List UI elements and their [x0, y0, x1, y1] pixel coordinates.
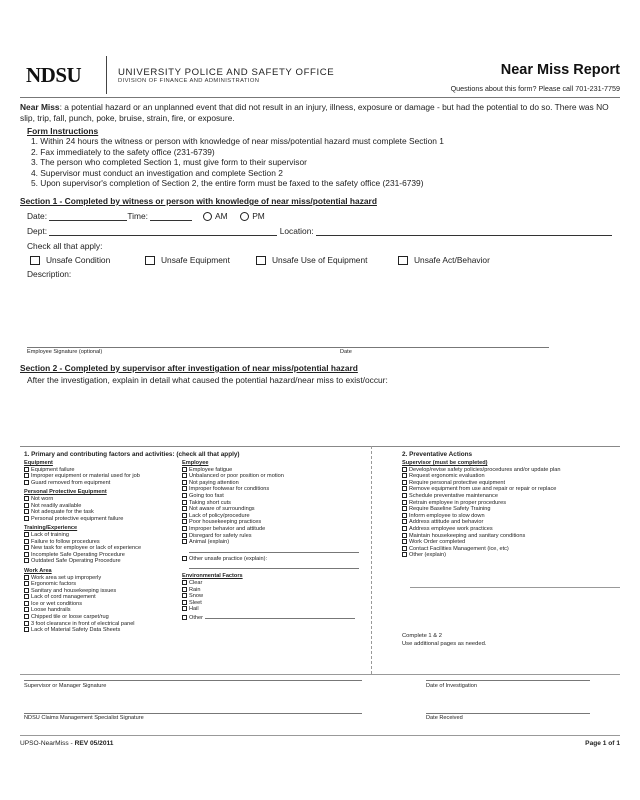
description-label: Description: [27, 269, 72, 279]
env-label: Rain [189, 586, 201, 593]
factor-item[interactable] [182, 500, 362, 507]
checkbox[interactable] [402, 473, 407, 478]
checkbox[interactable] [145, 256, 155, 265]
factor-item[interactable] [24, 473, 180, 480]
dept-row [27, 226, 612, 236]
factor-item[interactable] [182, 526, 362, 533]
checkbox[interactable] [24, 509, 29, 514]
footer-form-id [20, 740, 113, 747]
factor-label: Outdated Safe Operating Procedure [31, 558, 121, 565]
checkbox[interactable] [182, 587, 187, 592]
checkbox[interactable] [402, 552, 407, 557]
checkbox[interactable] [182, 600, 187, 605]
factor-label: Not readily available [31, 502, 82, 509]
factor-item[interactable] [24, 532, 180, 539]
checkbox[interactable] [182, 615, 187, 620]
factor-label: Taking short cuts [189, 499, 231, 506]
date-investigation-label: Date of Investigation [426, 683, 477, 689]
checkbox[interactable] [402, 493, 407, 498]
description-area[interactable] [27, 282, 620, 344]
factor-item[interactable] [24, 496, 180, 503]
definition-text: : a potential hazard or an unplanned event that did not result in an injury, illness, exposure or damage - but had the potential to do so. There was NO slip, trip, fall, punch, poke, bruise, strain, fire, or exposure. [20, 102, 609, 123]
factor-label: Unbalanced or poor position or motion [189, 473, 284, 480]
factor-item[interactable] [24, 581, 180, 588]
dept-field[interactable] [49, 226, 277, 236]
env-label: Snow [189, 593, 203, 600]
location-field[interactable] [316, 226, 612, 236]
preventative-subtitle: Supervisor (must be completed) [402, 460, 488, 466]
complete-note-2: Use additional pages as needed. [402, 641, 487, 647]
action-item[interactable] [402, 486, 622, 493]
checkbox[interactable] [24, 480, 29, 485]
date-field[interactable] [49, 211, 127, 221]
factor-label: Animal (explain) [189, 539, 230, 546]
section2-instruction: After the investigation, explain in detail what caused the potential hazard/near miss to exist/occur: [27, 375, 388, 385]
factor-label: Poor housekeeping practices [189, 519, 262, 526]
checkbox[interactable] [402, 500, 407, 505]
group-environmental: Environmental Factors [182, 573, 243, 580]
checkbox[interactable] [256, 256, 266, 265]
preventative-other-line[interactable] [410, 587, 620, 588]
checkbox[interactable] [182, 467, 187, 472]
factor-item[interactable] [24, 614, 180, 621]
factors-col2 [182, 460, 362, 621]
check-unsafe-use-equipment[interactable] [256, 255, 398, 265]
checkbox[interactable] [402, 480, 407, 485]
action-item[interactable] [402, 546, 622, 553]
date-investigation-line[interactable] [426, 680, 590, 681]
supervisor-signature-label: Supervisor or Manager Signature [24, 683, 107, 689]
factor-item[interactable] [24, 509, 180, 516]
checkbox[interactable] [24, 552, 29, 557]
action-label: Address employee work practices [409, 525, 493, 532]
group-equipment: Equipment [24, 460, 53, 466]
action-label: Other (explain) [409, 552, 446, 559]
checkbox[interactable] [24, 575, 29, 580]
factor-label: Lack of training [31, 531, 69, 538]
action-label: Address attitude and behavior [409, 519, 484, 526]
checkbox[interactable] [182, 526, 187, 531]
preventative-list [402, 460, 622, 559]
date-time-row [27, 211, 265, 221]
checkbox[interactable] [24, 545, 29, 550]
env-item[interactable] [182, 606, 362, 613]
factor-label: Lack of cord management [31, 594, 96, 601]
factor-label: Not aware of surroundings [189, 506, 255, 513]
form-revision: REV 05/2011 [74, 740, 114, 747]
factor-item[interactable] [182, 519, 362, 526]
factor-label: Going too fast [189, 492, 224, 499]
pm-radio[interactable] [240, 212, 249, 221]
factor-item[interactable] [24, 627, 180, 634]
action-item[interactable] [402, 519, 622, 526]
env-item[interactable] [182, 593, 362, 600]
checkbox[interactable] [402, 486, 407, 491]
factor-item[interactable] [24, 503, 180, 510]
action-label: Maintain housekeeping and sanitary conditions [409, 532, 526, 539]
check-all-label: Check all that apply: [27, 241, 103, 251]
factor-item[interactable] [24, 480, 180, 487]
factor-item[interactable] [24, 594, 180, 601]
action-item[interactable] [402, 506, 622, 513]
factor-label: Equipment failure [31, 466, 75, 473]
footer-page: Page 1 of 1 [585, 740, 620, 747]
factor-label: Work area set up improperly [31, 574, 102, 581]
check-label: Unsafe Use of Equipment [272, 255, 368, 265]
checkbox[interactable] [182, 539, 187, 544]
dept-label: Dept: [27, 226, 48, 236]
factor-label: Employee fatigue [189, 466, 233, 473]
factor-label: Improper footwear for conditions [189, 486, 270, 493]
action-item[interactable] [402, 533, 622, 540]
action-label: Retrain employee in proper procedures [409, 499, 507, 506]
factor-label: 3 foot clearance in front of electrical panel [31, 620, 135, 627]
action-item[interactable] [402, 526, 622, 533]
factor-item[interactable] [182, 539, 362, 546]
investigation-explanation-area[interactable] [27, 388, 620, 440]
org-subtitle: DIVISION OF FINANCE AND ADMINISTRATION [118, 78, 260, 84]
checkbox[interactable] [24, 601, 29, 606]
checkbox[interactable] [182, 519, 187, 524]
checkbox[interactable] [182, 533, 187, 538]
factor-item-other-unsafe[interactable] [182, 556, 362, 563]
claims-signature-line[interactable] [24, 713, 362, 714]
form-title: Near Miss Report [500, 62, 620, 78]
org-title: UNIVERSITY POLICE AND SAFETY OFFICE [118, 67, 335, 78]
check-label: Unsafe Act/Behavior [414, 255, 490, 265]
location-label: Location: [279, 226, 314, 236]
factor-label: New task for employee or lack of experience [31, 545, 142, 552]
instruction-item: 3. The person who completed Section 1, must give form to their supervisor [31, 157, 307, 168]
checkbox[interactable] [182, 486, 187, 491]
employee-signature-label: Employee Signature (optional) [27, 349, 103, 355]
factor-label: Lack of policy/procedure [189, 512, 250, 519]
group-employee: Employee [182, 460, 209, 466]
section2-title: Section 2 - Completed by supervisor after investigation of near miss/potential hazard [20, 363, 358, 373]
footer-rule [20, 735, 620, 736]
employee-date-label: Date [340, 349, 352, 355]
action-item[interactable] [402, 493, 622, 500]
checkbox[interactable] [24, 594, 29, 599]
checkbox[interactable] [24, 621, 29, 626]
checkbox[interactable] [24, 496, 29, 501]
checkbox[interactable] [182, 506, 187, 511]
action-item[interactable] [402, 552, 622, 559]
env-label: Clear [189, 579, 203, 586]
checkbox[interactable] [30, 256, 40, 265]
instruction-item: 4. Supervisor must conduct an investigation and complete Section 2 [31, 167, 283, 178]
env-item[interactable] [182, 580, 362, 587]
factor-label: Disregard for safety rules [189, 532, 252, 539]
check-label: Unsafe Condition [46, 255, 111, 265]
env-item[interactable] [182, 600, 362, 607]
claims-signature-label: NDSU Claims Management Specialist Signature [24, 715, 144, 721]
checkbox[interactable] [402, 533, 407, 538]
factor-item[interactable] [24, 621, 180, 628]
complete-note-1: Complete 1 & 2 [402, 633, 442, 639]
factor-label: Failure to follow procedures [31, 538, 100, 545]
supervisor-signature-line[interactable] [24, 680, 362, 681]
checkbox[interactable] [402, 526, 407, 531]
other-unsafe-explain-line[interactable] [189, 562, 359, 569]
date-received-line[interactable] [426, 713, 590, 714]
logo-divider [106, 56, 107, 94]
factor-item[interactable] [24, 545, 180, 552]
env-item[interactable] [182, 613, 362, 622]
factors-title: 1. Primary and contributing factors and activities: (check all that apply) [24, 451, 240, 458]
action-item[interactable] [402, 500, 622, 507]
action-label: Remove equipment from use and repair or repair or replace [409, 486, 557, 493]
checkbox[interactable] [402, 539, 407, 544]
action-item[interactable] [402, 467, 622, 474]
checkbox[interactable] [402, 506, 407, 511]
header-rule [20, 97, 620, 98]
action-item[interactable] [402, 473, 622, 480]
checkbox[interactable] [24, 607, 29, 612]
group-work-area: Work Area [24, 567, 52, 574]
factor-label: Ergonomic factors [31, 581, 77, 588]
checkbox[interactable] [24, 532, 29, 537]
check-unsafe-condition[interactable] [30, 255, 145, 265]
ndsu-logo: NDSU [26, 63, 82, 87]
form-instructions [27, 126, 627, 188]
near-miss-definition [20, 102, 620, 123]
checkbox[interactable] [24, 473, 29, 478]
hazard-type-checks [30, 255, 490, 265]
column-divider [371, 446, 372, 674]
env-item[interactable] [182, 587, 362, 594]
checkbox[interactable] [402, 546, 407, 551]
factor-item[interactable] [24, 575, 180, 582]
date-label: Date: [27, 211, 48, 221]
checkbox[interactable] [182, 480, 187, 485]
action-label: Request ergonomic evaluation [409, 473, 485, 480]
instructions-title: Form Instructions [27, 126, 99, 136]
instruction-item: 5. Upon supervisor's completion of Section 2, the entire form must be faxed to the safety office (231-6739) [31, 178, 424, 189]
checkbox[interactable] [24, 558, 29, 563]
factor-label: Improper behavior and attitude [189, 525, 266, 532]
action-label: Contact Facilities Management (ice, etc) [409, 545, 509, 552]
checkbox[interactable] [182, 473, 187, 478]
factor-label: Not paying attention [189, 479, 239, 486]
checkbox[interactable] [182, 593, 187, 598]
group-ppe: Personal Protective Equipment [24, 489, 107, 496]
time-field[interactable] [150, 211, 192, 221]
factor-label: Sanitary and housekeeping issues [31, 587, 117, 594]
factor-label: Not adequate for the task [31, 509, 94, 516]
action-label: Schedule preventative maintenance [409, 492, 498, 499]
factors-col1 [24, 460, 180, 634]
checkbox[interactable] [24, 516, 29, 521]
factor-item[interactable] [182, 493, 362, 500]
checkbox[interactable] [182, 513, 187, 518]
env-label: Other [189, 614, 203, 621]
factor-item[interactable] [24, 552, 180, 559]
factor-item[interactable] [24, 516, 180, 523]
definition-term: Near Miss [20, 102, 60, 112]
factor-item[interactable] [24, 607, 180, 614]
checkbox[interactable] [24, 539, 29, 544]
check-label: Unsafe Equipment [161, 255, 230, 265]
checkbox[interactable] [24, 581, 29, 586]
factor-item[interactable] [182, 480, 362, 487]
env-label: Hail [189, 606, 199, 613]
am-label: AM [214, 211, 228, 221]
factors-top-rule [20, 446, 620, 447]
action-item[interactable] [402, 480, 622, 487]
factor-item[interactable] [182, 467, 362, 474]
action-item[interactable] [402, 539, 622, 546]
factor-item[interactable] [24, 467, 180, 474]
animal-explain-line[interactable] [189, 546, 359, 553]
factor-label: Loose handrails [31, 607, 71, 614]
factor-label: Chipped tile or loose carpet/rug [31, 614, 109, 621]
factor-label: Lack of Material Safety Data Sheets [31, 627, 121, 634]
env-other-line[interactable] [205, 613, 355, 619]
factors-bottom-rule [20, 674, 620, 675]
factor-item[interactable] [182, 506, 362, 513]
factor-label: Improper equipment or material used for job [31, 473, 140, 480]
factor-item[interactable] [24, 601, 180, 608]
factor-item[interactable] [24, 539, 180, 546]
checkbox[interactable] [24, 467, 29, 472]
action-label: Require personal protective equipment [409, 479, 506, 486]
section1-title: Section 1 - Completed by witness or person with knowledge of near miss/potential hazard [20, 196, 377, 206]
factor-label: Not worn [31, 495, 54, 502]
factor-label: Other unsafe practice (explain): [189, 555, 268, 562]
preventative-title: 2. Preventative Actions [402, 451, 473, 458]
complete-note [402, 632, 486, 648]
factor-item[interactable] [182, 533, 362, 540]
factor-label: Ice or wet conditions [31, 600, 82, 607]
form-id: UPSO-NearMiss - [20, 740, 75, 747]
checkbox[interactable] [182, 493, 187, 498]
factor-item[interactable] [182, 486, 362, 493]
checkbox[interactable] [24, 627, 29, 632]
factor-item[interactable] [182, 513, 362, 520]
checkbox[interactable] [24, 588, 29, 593]
factor-label: Personal protective equipment failure [31, 515, 124, 522]
checkbox[interactable] [182, 500, 187, 505]
factor-label: Incomplete Safe Operating Procedure [31, 551, 125, 558]
checkbox[interactable] [182, 580, 187, 585]
checkbox[interactable] [182, 556, 187, 561]
date-received-label: Date Received [426, 715, 463, 721]
action-label: Inform employee to slow down [409, 512, 485, 519]
action-label: Work Order completed [409, 539, 466, 546]
group-training: Training/Experience [24, 525, 78, 532]
check-unsafe-equipment[interactable] [145, 255, 256, 265]
checkbox[interactable] [402, 467, 407, 472]
factor-item[interactable] [24, 588, 180, 595]
check-unsafe-act[interactable] [398, 255, 490, 265]
checkbox[interactable] [182, 606, 187, 611]
employee-signature-line[interactable] [27, 347, 549, 348]
factor-item[interactable] [24, 558, 180, 565]
factor-label: Guard removed from equipment [31, 479, 111, 486]
instruction-item: 1. Within 24 hours the witness or person with knowledge of near miss/potential hazard must complete Section 1 [31, 136, 444, 147]
factor-item[interactable] [182, 473, 362, 480]
am-radio[interactable] [203, 212, 212, 221]
env-label: Sleet [189, 599, 202, 606]
checkbox[interactable] [398, 256, 408, 265]
action-label: Develop/revise safety policies/procedures and/or update plan [409, 466, 561, 473]
checkbox[interactable] [24, 503, 29, 508]
contact-info: Questions about this form? Please call 701-231-7759 [450, 84, 620, 93]
action-label: Require Baseline Safety Training [409, 506, 491, 513]
pm-label: PM [252, 211, 265, 221]
checkbox[interactable] [402, 519, 407, 524]
time-label: Time: [127, 211, 148, 221]
instruction-item: 2. Fax immediately to the safety office (231-6739) [31, 146, 215, 157]
action-item[interactable] [402, 513, 622, 520]
checkbox[interactable] [402, 513, 407, 518]
checkbox[interactable] [24, 614, 29, 619]
